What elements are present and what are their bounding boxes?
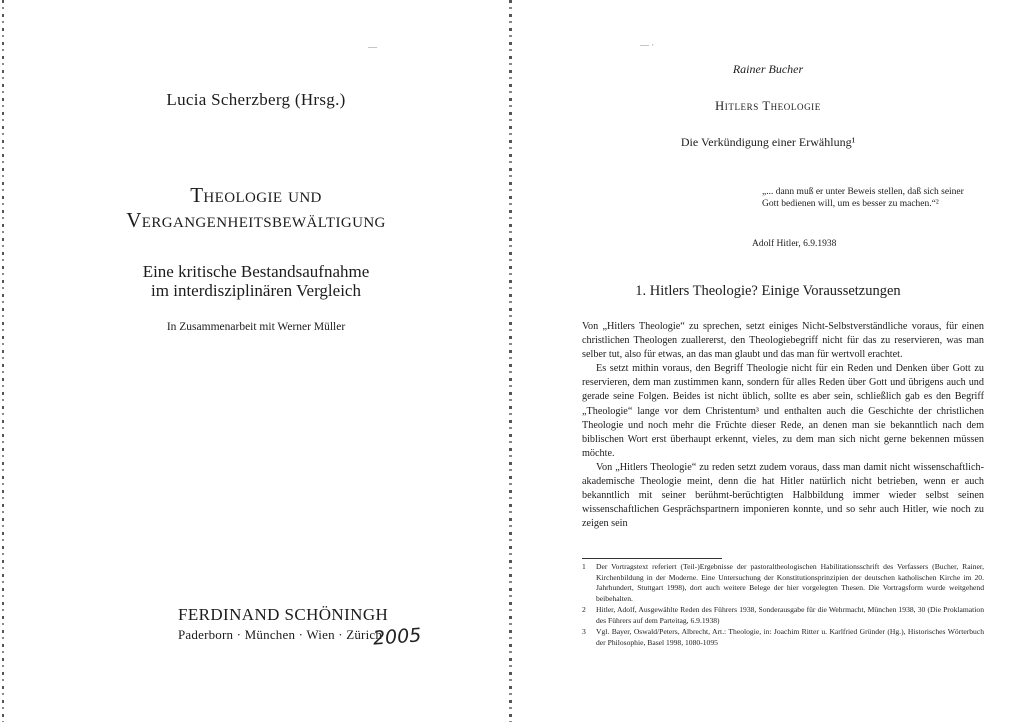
book-title-line-2: Vergangenheitsbewältigung <box>126 208 386 232</box>
publisher-name: FERDINAND SCHÖNINGH <box>178 605 389 624</box>
paragraph: Von „Hitlers Theologie“ zu reden setzt zudem voraus, dass man damit nicht wissenschaftlich-akademische Theologie meint, denn die hat Hitler natürlich nicht betrieben, wenn er auch bekanntlich mit seiner berühmt-berüchtigten Halbbildung immer wieder selbst seinen wissenschaftlichen Gesprächspartnern imponieren konnte, und so sehr auch Hitler, wie noch zu zeigen sein <box>582 461 984 530</box>
book-subtitle-line-1: Eine kritische Bestandsaufnahme <box>142 262 370 281</box>
footnote-text: Der Vortragstext referiert (Teil-)Ergebnisse der pastoraltheologischen Habilitationsschrift des Verfassers (Bucher, Rainer, Kirchenbildung in der Moderne. Eine Untersuchung der Konstitutionsprinzipien der deutschen katholischen Kirche im 20. Jahrhundert, Stuttgart 1998), dort auch weitere Belege der hier vorgelegten Thesen. Die Vortragsform wurde weitgehend beibehalten. <box>596 562 984 603</box>
footnote-text: Hitler, Adolf, Ausgewählte Reden des Führers 1938, Sonderausgabe für die Wehrmacht, München 1938, 30 (Die Proklamation des Führers auf dem Parteitag, 6.9.1938) <box>596 605 984 625</box>
article-body <box>582 320 984 531</box>
paragraph: Es setzt mithin voraus, den Begriff Theologie nicht für ein Reden und Denken über Gott zu reservieren, dem man zustimmen kann, sondern für alles Reden über Gott und übrigens auch und gerade seine Folgen. Beides ist nicht üblich, sollte es aber sein, schließlich gab es den Begriff „Theologie“ lange vor dem Christentum³ und enthalten auch die Geschichte der christlichen Theologie und noch mehr die Früchte dieser Rede, an denen man sie bekanntlich nach dem biblischen Wort erst überhaupt erkennt, vieles, zu dem man sich nicht gerne bekennen müssen möchte. <box>582 363 984 459</box>
publisher-places: Paderborn · München · Wien · Zürich <box>178 627 383 642</box>
editor-name: Lucia Scherzberg (Hrsg.) <box>166 90 346 109</box>
scan-mark: — <box>368 42 377 52</box>
footnote <box>582 562 984 604</box>
paragraph: Von „Hitlers Theologie“ zu sprechen, setzt einiges Nicht-Selbstverständliche voraus, für einen christlichen Theologen zuallererst, den Theologiebegriff nicht für das zu reservieren, was man selber tut, also für etwas, an das man glaubt und das man für wertvoll erachtet. <box>582 321 984 361</box>
footnote-divider <box>582 558 722 559</box>
article-author: Rainer Bucher <box>732 62 804 76</box>
book-subtitle <box>0 262 512 300</box>
footnote-number: 3 <box>582 627 586 636</box>
footnote <box>582 627 984 648</box>
collaboration-note: In Zusammenarbeit mit Werner Müller <box>166 321 346 333</box>
article-page <box>512 0 1024 722</box>
footnote-number: 2 <box>582 605 586 614</box>
footnote-text: Vgl. Bayer, Oswald/Peters, Albrecht, Art.: Theologie, in: Joachim Ritter u. Karlfried Gründer (Hg.), Historisches Wörterbuch der Philosophie, Basel 1998, 1080-1095 <box>596 627 984 647</box>
book-title-line-1: Theologie und <box>190 183 322 207</box>
article-subtitle: Die Verkündigung einer Erwählung¹ <box>680 135 856 149</box>
footnote-number: 1 <box>582 562 586 571</box>
epigraph-attribution: Adolf Hitler, 6.9.1938 <box>752 239 837 249</box>
book-title <box>0 183 512 233</box>
scan-mark: — · <box>640 40 655 50</box>
book-subtitle-line-2: im interdisziplinären Vergleich <box>151 281 361 300</box>
article-title: Hitlers Theologie <box>715 99 821 113</box>
section-heading: 1. Hitlers Theologie? Einige Voraussetzungen <box>635 283 901 299</box>
footnote <box>582 605 984 626</box>
epigraph-quote: „... dann muß er unter Beweis stellen, daß sich seiner Gott bedienen will, um es besser zu machen.“² <box>762 187 964 209</box>
footnotes <box>582 562 984 649</box>
handwritten-year: 2005 <box>372 624 423 650</box>
